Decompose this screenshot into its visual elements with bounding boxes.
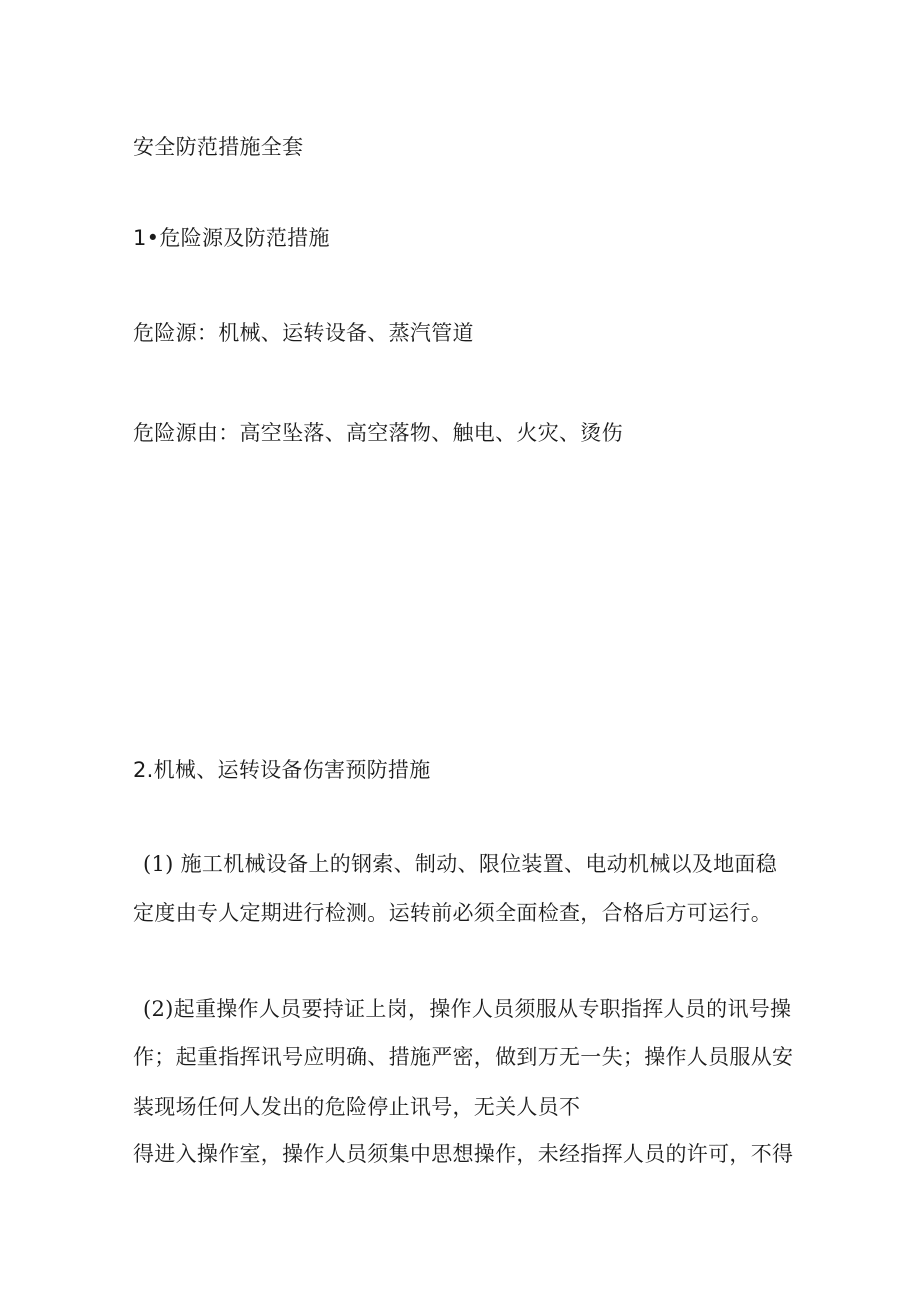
item-1-line-2: 定度由专人定期进行检测。运转前必须全面检查，合格后方可运行。 [133,901,772,925]
section-1-heading: 1•危险源及防范措施 [133,226,330,250]
item-1-line-1: (1) 施工机械设备上的钢索、制动、限位装置、电动机械以及地面稳 [143,852,778,876]
item-2-line-2: 作；起重指挥讯号应明确、措施严密，做到万无一失；操作人员服从安 [133,1045,794,1069]
item-2-line-1: (2)起重操作人员要持证上岗，操作人员须服从专职指挥人员的讯号操 [143,997,792,1021]
hazard-causes-line: 危险源由：高空坠落、高空落物、触电、火灾、烫伤 [133,421,623,445]
item-2-line-3: 装现场任何人发出的危险停止讯号，无关人员不 [133,1095,581,1119]
document-title: 安全防范措施全套 [133,135,304,159]
section-2-heading: 2.机械、运转设备伤害预防措施 [133,758,431,782]
item-2-line-4: 得进入操作室，操作人员须集中思想操作，未经指挥人员的许可，不得 [133,1142,794,1166]
hazard-sources-line: 危险源：机械、运转设备、蒸汽管道 [133,321,474,345]
